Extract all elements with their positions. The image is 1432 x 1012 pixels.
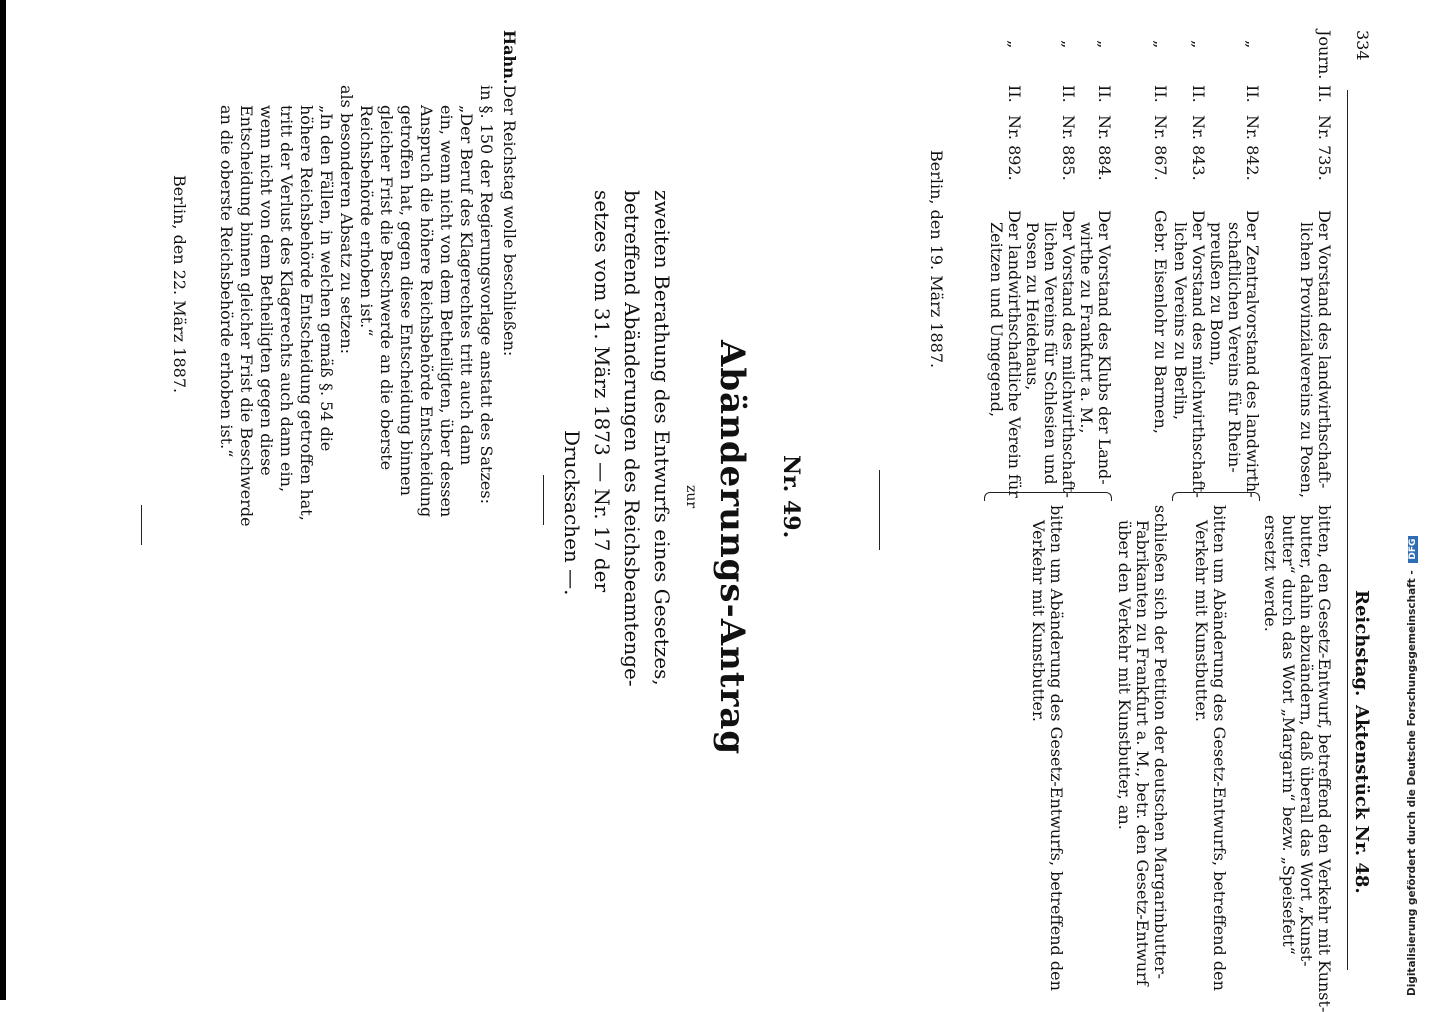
- motion-line: „Der Beruf des Klagerechtes tritt auch dann: [457, 105, 476, 466]
- dfg-logo: DFG: [1408, 536, 1418, 563]
- section-subtitle-line: Drucksachen —.: [560, 430, 584, 596]
- petition-roman: II.: [1095, 85, 1114, 103]
- petition-location: „: [1095, 40, 1114, 49]
- petitioner-line: Der Vorstand des milchwirthschaft-: [1059, 210, 1078, 498]
- document-page: [32, 0, 1432, 1012]
- petition-location: „: [1005, 40, 1024, 49]
- petitioner-line: Gebr. Eisenlohr zu Barmen,: [1151, 210, 1170, 434]
- petition-number: Nr. 885.: [1059, 115, 1078, 181]
- digitization-credit: [1400, 6, 1426, 996]
- petition-number: Nr. 884.: [1095, 115, 1114, 181]
- motion-line: höhere Reichsbehörde Entscheidung getroffen hat,: [297, 105, 316, 521]
- date-line: Berlin, den 19. März 1887.: [927, 150, 946, 369]
- credit-text-wrap: [1406, 536, 1418, 996]
- page-number: 334: [1353, 30, 1372, 61]
- motion-line: als besonderen Absatz zu setzen:: [337, 85, 356, 355]
- motion-line: Anspruch die höhere Reichsbehörde Entscheidung: [417, 105, 436, 518]
- petition-roman: II.: [1189, 85, 1208, 103]
- section-subtitle-line: setzes vom 31. März 1873 — Nr. 17 der: [590, 190, 614, 593]
- petition-roman: II.: [1315, 85, 1334, 103]
- motion-line: „In den Fällen, in welchen gemäß §. 54 die: [317, 105, 336, 452]
- request-line: butter, dahin abzuändern, daß überall das Wort „Kunst-: [1297, 515, 1316, 967]
- credit-text: Digitalisierung gefördert durch die Deutsche Forschungsgemeinschaft -: [1406, 570, 1418, 996]
- end-rule: [141, 505, 142, 545]
- group-brace: [984, 492, 1112, 501]
- petitioner-line: lichen Vereins für Schlesien und: [1041, 222, 1060, 485]
- petitioner-line: Der landwirthschaftliche Verein für: [1005, 210, 1024, 498]
- petition-roman: II.: [1059, 85, 1078, 103]
- petitioner-line: preußen zu Bonn,: [1207, 222, 1226, 367]
- motion-line: Reichsbehörde erhoben ist.“: [357, 105, 376, 337]
- petitioner-line: Der Vorstand des Klubs der Land-: [1095, 210, 1114, 485]
- section-subtitle-line: zweiten Berathung des Entwurfs eines Gesetzes,: [650, 190, 674, 686]
- motion-line: Entscheidung binnen gleicher Frist die Beschwerde: [237, 105, 256, 527]
- request-line: über den Verkehr mit Kunstbutter, an.: [1115, 520, 1134, 830]
- petition-roman: II.: [1151, 85, 1170, 103]
- group-request-line: Verkehr mit Kunstbutter.: [1192, 520, 1211, 722]
- petitioner-line: Der Vorstand des milchwirthschaft-: [1189, 210, 1208, 498]
- petitioner-line: lichen Vereins zu Berlin,: [1171, 222, 1190, 421]
- petition-roman: II.: [1005, 85, 1024, 103]
- separator-rule: [543, 475, 544, 525]
- petition-location: „: [1059, 40, 1078, 49]
- petition-location: „: [1243, 40, 1262, 49]
- petitioner-line: Zeitzen und Umgegend,: [987, 222, 1006, 418]
- request-line: Fabrikanten zu Frankfurt a. M., betr. den Gesetz-Entwurf: [1133, 520, 1152, 986]
- section-zur: zur: [683, 485, 699, 509]
- petition-number: Nr. 867.: [1151, 115, 1170, 181]
- petitioner-line: wirthe zu Frankfurt a. M.,: [1077, 222, 1096, 434]
- page-title: Reichstag.: [1351, 590, 1372, 697]
- motion-line: getroffen hat, gegen diese Entscheidung binnen: [397, 105, 416, 496]
- petition-location: Journ.: [1315, 30, 1334, 80]
- request-line: butter“ durch das Wort „Margarin“ bezw. „Speisefett“: [1279, 515, 1298, 955]
- section-heading: Abänderungs-Antrag: [712, 340, 752, 756]
- document-ref: Aktenstück Nr. 48.: [1351, 705, 1372, 894]
- motion-line: wenn nicht von dem Betheiligten gegen diese: [257, 105, 276, 476]
- petitioner-line: lichen Provinzialvereins zu Posen,: [1297, 222, 1316, 499]
- group-request-line: bitten um Abänderung des Gesetz-Entwurfs, betreffend den: [1210, 505, 1229, 991]
- petitioner-line: schaftlichen Vereins für Rhein-: [1225, 222, 1244, 473]
- request-line: bitten, den Gesetz-Entwurf, betreffend den Verkehr mit Kunst-: [1315, 505, 1334, 1012]
- petitioner-line: Der Zentralvorstand des landwirth-: [1243, 210, 1262, 498]
- group-request-line: bitten um Abänderung des Gesetz-Entwurfs, betreffend den: [1047, 505, 1066, 991]
- petitioner-line: Der Vorstand des landwirthschaft-: [1315, 210, 1334, 489]
- motion-author: Hahn.: [500, 30, 519, 85]
- petition-number: Nr. 842.: [1243, 115, 1262, 181]
- petitioner-line: Posen zu Heidehaus,: [1023, 222, 1042, 391]
- motion-line: in §. 150 der Regierungsvorlage anstatt des Satzes:: [477, 85, 496, 504]
- separator-rule: [879, 470, 880, 550]
- group-brace: [1172, 492, 1260, 501]
- request-line: ersetzt werde.: [1261, 515, 1280, 632]
- petition-number: Nr. 892.: [1005, 115, 1024, 181]
- header-rule: [1347, 90, 1348, 970]
- motion-intro: Der Reichstag wolle beschließen:: [500, 85, 519, 357]
- request-line: schließen sich der Petition der deutschen Margarinbutter-: [1151, 505, 1170, 980]
- petition-number: Nr. 843.: [1189, 115, 1208, 181]
- motion-line: an die oberste Reichsbehörde erhoben ist.“: [217, 105, 236, 458]
- petition-roman: II.: [1243, 85, 1262, 103]
- petition-number: Nr. 735.: [1315, 115, 1334, 181]
- section-number: Nr. 49.: [778, 455, 804, 539]
- motion-line: ein, wenn nicht von dem Betheiligten, über dessen: [437, 105, 456, 518]
- motion-line: gleicher Frist die Beschwerde an die oberste: [377, 105, 396, 471]
- petition-location: „: [1151, 40, 1170, 49]
- section-subtitle-line: betreffend Abänderungen des Reichsbeamtenge-: [620, 190, 644, 687]
- group-request-line: Verkehr mit Kunstbutter.: [1029, 520, 1048, 722]
- motion-line: tritt der Verlust des Klagerechts auch dann ein,: [277, 105, 296, 493]
- motion-date: Berlin, den 22. März 1887.: [170, 175, 189, 394]
- petition-location: „: [1189, 40, 1208, 49]
- scan-edge: [0, 0, 6, 1000]
